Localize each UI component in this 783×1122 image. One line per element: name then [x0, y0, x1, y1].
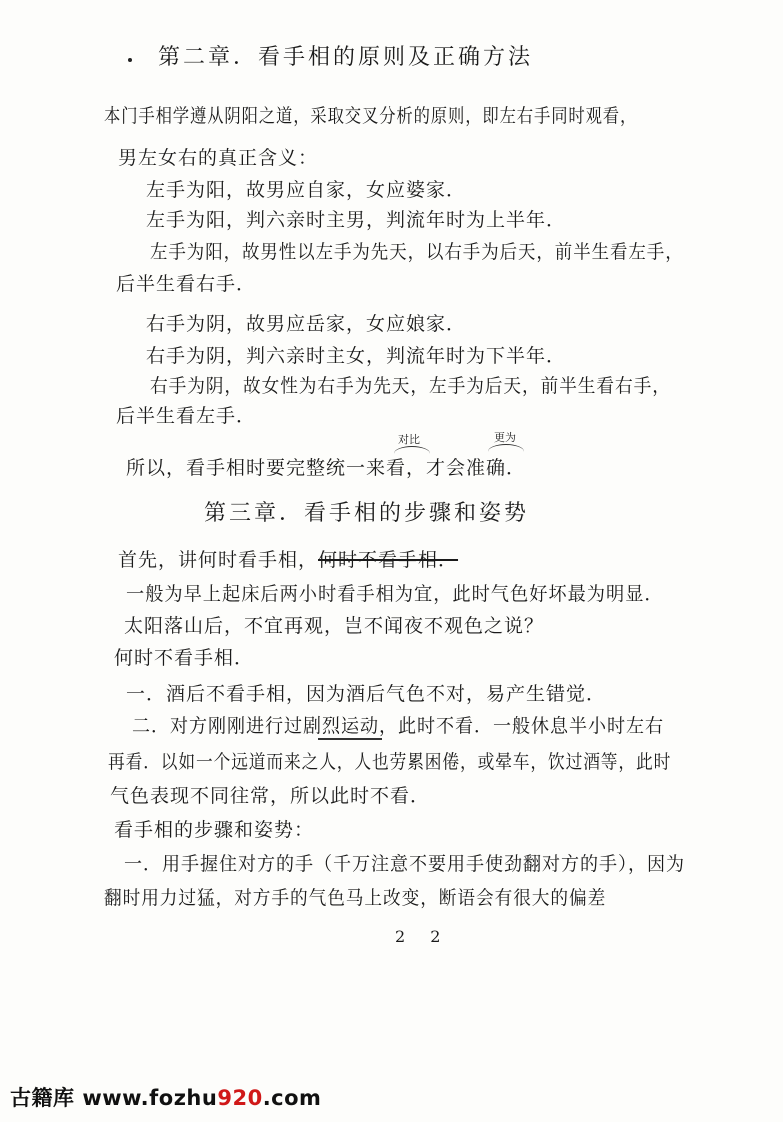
- left-hand-line-1: 左手为阳，故男应自家，女应婆家．: [146, 179, 467, 201]
- watermark-footer: [10, 1082, 321, 1112]
- left-hand-line-2: 左手为阳，判六亲时主男，判流年时为上半年．: [146, 209, 567, 231]
- right-hand-line-2: 右手为阴，判六亲时主女，判流年时为下半年．: [146, 345, 567, 367]
- timing-line-1: 一般为早上起床后两小时看手相为宜，此时气色好坏最为明显．: [126, 583, 664, 605]
- left-hand-line-4: 后半生看右手．: [116, 273, 257, 295]
- watermark-brand: 古籍库: [10, 1086, 75, 1110]
- right-hand-line-1: 右手为阴，故男应岳家，女应娘家．: [146, 313, 467, 335]
- first-line-struck: 何时不看手相．: [318, 549, 459, 571]
- not-read-line-3: 再看．以如一个远道而来之人，人也劳累困倦，或晕车，饮过酒等，此时: [108, 751, 672, 773]
- watermark-site-suffix: .com: [262, 1086, 322, 1110]
- watermark-site-number: 920: [217, 1086, 263, 1110]
- timing-line-3: 何时不看手相．: [114, 647, 255, 669]
- right-hand-line-4: 后半生看左手．: [116, 405, 257, 427]
- chapter3-title: 第三章．看手相的步骤和姿势: [204, 501, 530, 526]
- page-number: 2 2: [395, 927, 451, 946]
- steps-title: 看手相的步骤和姿势：: [114, 819, 315, 841]
- steps-line-2: 翻时用力过猛，对方手的气色马上改变，断语会有很大的偏差: [104, 887, 607, 909]
- annotation-left: 对比: [398, 433, 420, 446]
- conclusion-line: 所以，看手相时要完整统一来看，才会准确．: [126, 457, 527, 479]
- para1-line-1: 本门手相学遵从阴阳之道，采取交叉分析的原则，即左右手同时观看，: [104, 105, 638, 127]
- watermark-site-prefix: www.fozhu: [82, 1086, 218, 1110]
- chapter2-title: 第二章．看手相的原则及正确方法: [158, 45, 534, 70]
- not-read-line-1: 一．酒后不看手相，因为酒后气色不对，易产生错觉．: [126, 683, 607, 705]
- timing-line-2: 太阳落山后，不宜再观，岂不闻夜不观色之说？: [124, 615, 545, 637]
- annotation-right: 更为: [494, 431, 516, 444]
- first-line-lead: 首先，讲何时看手相，: [118, 549, 319, 571]
- not-read-line-4: 气色表现不同往常，所以此时不看．: [110, 785, 431, 807]
- not-read-line-2: 二．对方刚刚进行过剧烈运动，此时不看．一般休息半小时左右: [132, 715, 665, 737]
- right-hand-line-3: 右手为阴，故女性为右手为先天，左手为后天，前半生看右手，: [150, 375, 671, 397]
- left-hand-line-3: 左手为阳，故男性以左手为先天，以右手为后天，前半生看左手，: [150, 241, 684, 263]
- para1-line-2: 男左女右的真正含义：: [118, 147, 319, 169]
- steps-line-1: 一．用手握住对方的手（千万注意不要用手使劲翻对方的手），因为: [124, 853, 685, 875]
- bullet-dot: [128, 58, 132, 62]
- first-line: [118, 548, 458, 572]
- underline-mark: [318, 738, 382, 740]
